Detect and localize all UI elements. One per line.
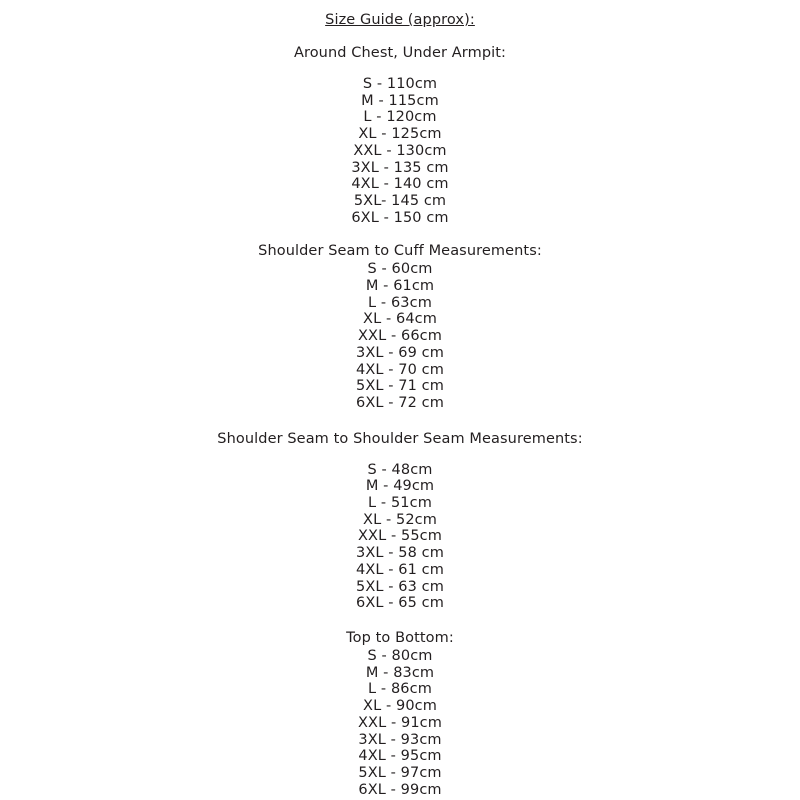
- list-item: 5XL - 71 cm: [356, 378, 444, 395]
- measurement-list: [0, 648, 800, 798]
- list-item: 3XL - 135 cm: [351, 159, 449, 176]
- list-item: 4XL - 140 cm: [351, 176, 449, 193]
- list-item: 4XL - 95cm: [358, 748, 442, 765]
- list-item: XL - 90cm: [363, 698, 437, 715]
- list-item: XL - 52cm: [363, 511, 437, 528]
- list-item: L - 51cm: [368, 495, 432, 512]
- list-item: L - 120cm: [363, 109, 437, 126]
- section-heading: Shoulder Seam to Cuff Measurements:: [258, 243, 542, 260]
- section-heading: Around Chest, Under Armpit:: [293, 45, 507, 61]
- page-title: Size Guide (approx):: [325, 12, 475, 28]
- list-item: 4XL - 70 cm: [356, 361, 444, 378]
- section-heading: Shoulder Seam to Shoulder Seam Measurements:: [217, 430, 583, 447]
- list-item: 3XL - 69 cm: [356, 344, 444, 361]
- list-item: XXL - 91cm: [358, 714, 442, 731]
- list-item: 5XL - 97cm: [358, 764, 442, 781]
- section-around-chest: [0, 43, 800, 226]
- list-item: 6XL - 99cm: [358, 781, 442, 798]
- list-item: XXL - 66cm: [358, 328, 442, 345]
- spacer: [0, 449, 800, 462]
- list-item: 6XL - 65 cm: [356, 595, 444, 612]
- list-item: S - 60cm: [367, 261, 433, 278]
- list-item: L - 63cm: [368, 294, 432, 311]
- list-item: M - 49cm: [365, 478, 435, 495]
- list-item: 6XL - 72 cm: [356, 394, 444, 411]
- spacer: [0, 63, 800, 76]
- spacer: [0, 412, 800, 429]
- spacer: [0, 30, 800, 43]
- spacer: [0, 612, 800, 628]
- measurement-list: [0, 462, 800, 612]
- list-item: XL - 125cm: [358, 126, 442, 143]
- list-item: 3XL - 58 cm: [356, 545, 444, 562]
- list-item: 3XL - 93cm: [358, 731, 442, 748]
- list-item: M - 83cm: [365, 664, 435, 681]
- list-item: 5XL- 145 cm: [353, 192, 447, 209]
- section-shoulder-to-shoulder: [0, 429, 800, 612]
- list-item: S - 80cm: [367, 647, 433, 664]
- list-item: XXL - 55cm: [358, 528, 442, 545]
- list-item: L - 86cm: [368, 681, 432, 698]
- section-shoulder-to-cuff: [0, 241, 800, 411]
- list-item: S - 48cm: [367, 461, 433, 478]
- list-item: M - 61cm: [365, 278, 435, 295]
- section-top-to-bottom: [0, 628, 800, 798]
- list-item: XXL - 130cm: [353, 142, 447, 159]
- list-item: XL - 64cm: [363, 311, 437, 328]
- list-item: S - 110cm: [362, 76, 438, 92]
- section-heading: Top to Bottom:: [346, 629, 454, 646]
- list-item: 4XL - 61 cm: [356, 561, 444, 578]
- list-item: 6XL - 150 cm: [351, 209, 449, 226]
- list-item: M - 115cm: [361, 92, 439, 109]
- spacer: [0, 226, 800, 241]
- measurement-list: [0, 76, 800, 226]
- list-item: 5XL - 63 cm: [356, 578, 444, 595]
- measurement-list: [0, 261, 800, 411]
